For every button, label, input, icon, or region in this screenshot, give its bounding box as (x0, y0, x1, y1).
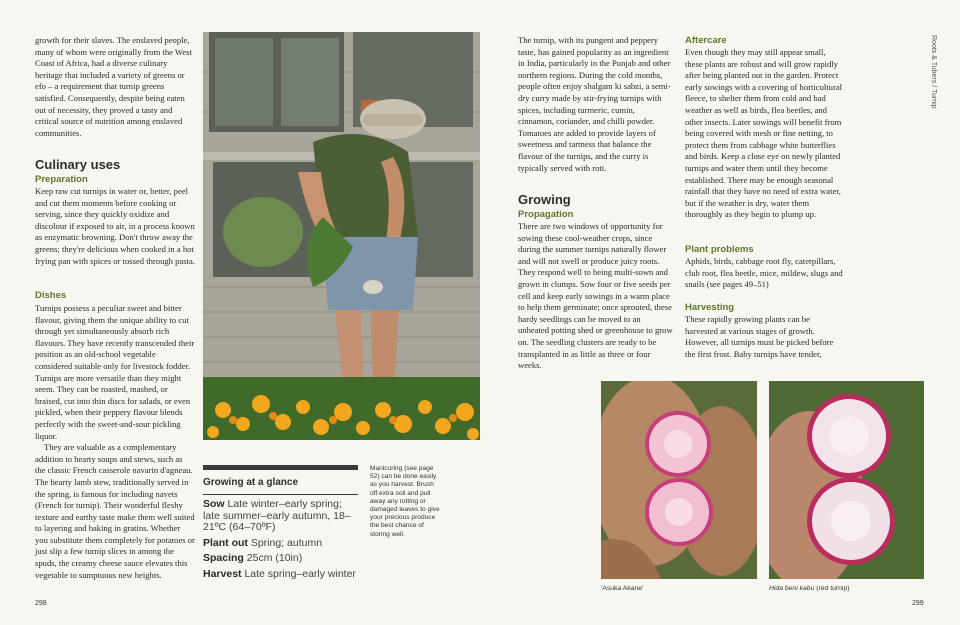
culinary-uses-heading: Culinary uses (35, 157, 121, 172)
plant-problems-heading: Plant problems (685, 244, 754, 255)
preparation-paragraph: Keep raw cut turnips in water or, better, peel and cut them moments before cooking or serving, since they quickly oxidize and discolour if exposed to air, in a process known as enzymatic browning. Don't throw away the greens; they're delicious when cooked in a hot frying pan with spices or tossed through pasta. (35, 186, 195, 266)
harvesting-paragraph: These rapidly growing plants can be harvested at various stages of growth. However, all turnips must be picked before the first frost. Baby turnips have tender, (685, 314, 834, 359)
dishes-text (35, 303, 195, 581)
harvesting-text (685, 314, 843, 360)
glance-rule (203, 465, 358, 470)
aftercare-paragraph: Even though they may still appear small, these plants are robust and will grow rapidly after being planted out in the garden. Protect early sowings with a covering of horticultural fleece, to shelter them from cold and bad weather as well as birds, flea beetles, and other insects. Later sowings will benefit from being covered with mesh or fine netting, to protect them from cabbage white butterflies and birds. Keep a close eye on newly planted turnips and water them until they become established. There may be enough seasonal rainfall that they have no need of extra water, but if the weather is dry, water them thoroughly as they begin to plump up. (685, 47, 843, 220)
propagation-paragraph: There are two windows of opportunity for sowing these cool-weather crops, since during the summer turnips naturally flower and will not swell or produce juicy roots. They respond well to being multi-sown and grown in clumps. Sow four or five seeds per cell and keep early sowings in a warm place to help them germinate; once sprouted, these hardy seedlings can be moved to an unheated potting shed or greenhouse to grow on. The seedling clusters are ready to be transplanted in as little as three or four weeks. (518, 221, 673, 371)
caption-asuka-akane: 'Asuka Akane' (601, 585, 644, 592)
page-number-left: 298 (35, 600, 47, 607)
middle-intro (518, 35, 673, 174)
preparation-text (35, 186, 195, 267)
growing-heading: Growing (518, 192, 571, 207)
plant-problems-text (685, 256, 843, 291)
caption-italic: Hida beni kabu (769, 585, 815, 592)
harvesting-heading: Harvesting (685, 302, 735, 313)
glance-value: Spring; autumn (250, 536, 323, 549)
left-column (35, 35, 195, 139)
glance-value: Late spring–early winter (244, 567, 356, 580)
middle-intro-paragraph: The turnip, with its pungent and peppery taste, has gained popularity as an ingredient in India, particularly in the Punjab and other northern regions. During the cold months, people often enjoy shalgam ki sabzi, a semi-dry curry made by stir-frying turnips with spices, including turmeric, cumin, cinnamon, coriander, and chilli powder. Tomatoes are added to provide layers of sweetness and tartness that balance the flavour of the turnips, and the curry is typically served with roti. (518, 35, 671, 173)
asuka-akane-illustration (601, 381, 757, 579)
propagation-heading: Propagation (518, 209, 574, 220)
glance-label: Sow (203, 498, 225, 510)
page-number-right: 299 (912, 600, 924, 607)
preparation-heading: Preparation (35, 174, 88, 185)
manicuring-caption: Manicuring (see page 52) can be done easily as you harvest. Brush off extra soil and pull away any rotting or damaged leaves to give your precious produce the best chance of storing well. (370, 465, 440, 538)
dishes-heading: Dishes (35, 290, 67, 301)
dishes-paragraph-1: Turnips possess a peculiar sweet and bitter flavour, giving them the unique ability to cut through yet simultaneously absorb rich flavours. They have recently transcended their position as an old-school vegetable considered suitable only for livestock fodder. Turnips are more versatile than they might seem. They can be roasted, mashed, or braised, cut into thin discs for salads, or even pickled, when their peppery flavour blends perfectly with the sweet-and-sour pickling liquor. (35, 303, 195, 441)
hida-beni-kabu-photo (769, 381, 924, 579)
gardener-photo-illustration (203, 32, 480, 440)
plant-problems-paragraph: Aphids, birds, cabbage root fly, caterpillars, club root, flea beetle, mice, mildew, slugs and snails (see pages 49–51) (685, 256, 843, 290)
glance-row-spacing (203, 553, 358, 565)
glance-value: Late winter–early spring; late summer–early autumn, 18–21ºC (64–70ºF) (203, 498, 351, 534)
gardener-photo (203, 32, 480, 440)
glance-box (203, 465, 358, 585)
glance-row-harvest (203, 569, 358, 581)
hida-beni-kabu-illustration (769, 381, 924, 579)
dishes-paragraph-2: They are valuable as a complementary addition to hearty soups and stews, such as the classic French casserole navarin d'agneau. The hearty lamb stew, traditionally served in the spring, is famous for including navets (French for turnip). Their wonderful fleshy texture and earthy taste make them well suited to layering and baking in gratins. Whether you substitute them completely for potatoes or just slip a few turnip slices in among the spuds, the creamy cheese sauce elevates this vegetable to sumptuous new heights. (35, 442, 195, 580)
caption-hida-beni-kabu (769, 585, 850, 592)
glance-row-sow (203, 499, 358, 534)
glance-label: Spacing (203, 552, 244, 565)
glance-row-plant-out (203, 538, 358, 550)
glance-divider (203, 494, 358, 495)
caption-rest: (red turnip) (814, 585, 850, 592)
running-head: Roots & Tubers / Turnip (930, 35, 937, 109)
aftercare-heading: Aftercare (685, 35, 727, 46)
glance-label: Plant out (203, 536, 248, 549)
asuka-akane-photo (601, 381, 757, 579)
intro-paragraph: growth for their slaves. The enslaved people, many of whom were originally from the West Coast of Africa, had a diverse culinary heritage that included a variety of greens or efo – a requirement that turnip greens satisfied. Consequently, despite being eaten out of necessity, they proved a tasty and critical source of nutrition among enslaved communities. (35, 35, 192, 138)
aftercare-text (685, 47, 843, 221)
propagation-text (518, 221, 673, 372)
glance-label: Harvest (203, 567, 242, 580)
glance-title: Growing at a glance (203, 477, 299, 488)
glance-value: 25cm (10in) (246, 552, 303, 565)
